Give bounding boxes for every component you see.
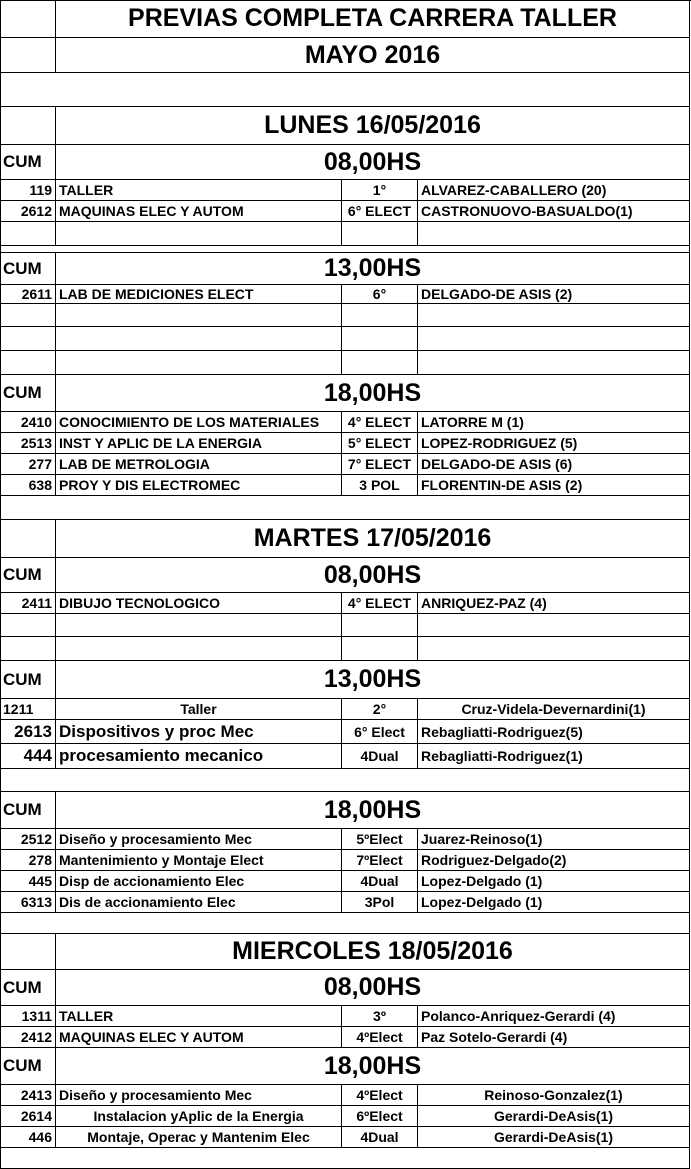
row-teachers: Reinoso-Gonzalez(1) <box>418 1085 690 1106</box>
row-teachers: Rebagliatti-Rodriguez(1) <box>418 744 690 769</box>
empty-cell <box>418 327 690 351</box>
row-year: 4° ELECT <box>342 593 418 614</box>
row-teachers: Rodriguez-Delgado(2) <box>418 850 690 871</box>
day-gutter <box>0 520 56 558</box>
empty-cell <box>56 327 342 351</box>
row-code: 2611 <box>0 285 56 304</box>
row-code: 2614 <box>0 1106 56 1127</box>
empty-cell <box>56 614 342 637</box>
row-subject: MAQUINAS ELEC Y AUTOM <box>56 1027 342 1048</box>
cum-label: CUM <box>0 253 56 285</box>
empty-cell <box>0 614 56 637</box>
row-year: 6° Elect <box>342 720 418 744</box>
row-year: 5° ELECT <box>342 433 418 454</box>
row-teachers: LATORRE M (1) <box>418 412 690 433</box>
row-subject: MAQUINAS ELEC Y AUTOM <box>56 201 342 222</box>
row-code: 278 <box>0 850 56 871</box>
cum-label: CUM <box>0 145 56 180</box>
empty-cell <box>0 222 56 246</box>
empty-cell <box>0 637 56 661</box>
row-subject: INST Y APLIC DE LA ENERGIA <box>56 433 342 454</box>
time-header: 13,00HS <box>56 661 690 699</box>
cum-label: CUM <box>0 375 56 412</box>
row-subject: Dispositivos y proc Mec <box>56 720 342 744</box>
empty-cell <box>342 637 418 661</box>
row-teachers: Polanco-Anriquez-Gerardi (4) <box>418 1006 690 1027</box>
row-code: 2413 <box>0 1085 56 1106</box>
row-year: 3Pol <box>342 892 418 913</box>
row-teachers: Juarez-Reinoso(1) <box>418 829 690 850</box>
row-teachers: Lopez-Delgado (1) <box>418 892 690 913</box>
row-subject: Mantenimiento y Montaje Elect <box>56 850 342 871</box>
empty-cell <box>342 327 418 351</box>
row-year: 2° <box>342 699 418 720</box>
cum-label: CUM <box>0 661 56 699</box>
empty-cell <box>0 351 56 375</box>
row-code: 2512 <box>0 829 56 850</box>
row-code: 277 <box>0 454 56 475</box>
empty-cell <box>342 222 418 246</box>
row-subject: CONOCIMIENTO DE LOS MATERIALES <box>56 412 342 433</box>
empty-cell <box>342 304 418 327</box>
day-header: LUNES 16/05/2016 <box>56 107 690 145</box>
row-code: 445 <box>0 871 56 892</box>
row-subject: Diseño y procesamiento Mec <box>56 829 342 850</box>
row-year: 4ºElect <box>342 1085 418 1106</box>
row-teachers: LOPEZ-RODRIGUEZ (5) <box>418 433 690 454</box>
row-year: 7ºElect <box>342 850 418 871</box>
row-subject: Instalacion yAplic de la Energia <box>56 1106 342 1127</box>
row-code: 119 <box>0 180 56 201</box>
time-header: 18,00HS <box>56 1048 690 1085</box>
time-header: 08,00HS <box>56 970 690 1006</box>
row-subject: Taller <box>56 699 342 720</box>
row-year: 6° <box>342 285 418 304</box>
row-teachers: Gerardi-DeAsis(1) <box>418 1106 690 1127</box>
row-code: 6313 <box>0 892 56 913</box>
row-code: 444 <box>0 744 56 769</box>
row-subject: LAB DE METROLOGIA <box>56 454 342 475</box>
time-header: 18,00HS <box>56 375 690 412</box>
empty-cell <box>56 222 342 246</box>
blank-row <box>0 769 690 792</box>
row-year: 7° ELECT <box>342 454 418 475</box>
row-subject: LAB DE MEDICIONES ELECT <box>56 285 342 304</box>
empty-cell <box>0 327 56 351</box>
row-code: 2513 <box>0 433 56 454</box>
blank-row <box>0 1148 690 1169</box>
time-header: 08,00HS <box>56 558 690 593</box>
row-year: 4ºElect <box>342 1027 418 1048</box>
row-teachers: DELGADO-DE ASIS (6) <box>418 454 690 475</box>
empty-cell <box>418 637 690 661</box>
row-subject: TALLER <box>56 180 342 201</box>
time-header: 13,00HS <box>56 253 690 285</box>
empty-cell <box>56 304 342 327</box>
row-subject: Disp de accionamiento Elec <box>56 871 342 892</box>
empty-cell <box>0 304 56 327</box>
row-code: 1311 <box>0 1006 56 1027</box>
row-subject: TALLER <box>56 1006 342 1027</box>
row-teachers: ALVAREZ-CABALLERO (20) <box>418 180 690 201</box>
row-teachers: Gerardi-DeAsis(1) <box>418 1127 690 1148</box>
page-title: PREVIAS COMPLETA CARRERA TALLER <box>56 0 690 38</box>
empty-cell <box>342 614 418 637</box>
row-code: 2613 <box>0 720 56 744</box>
day-header: MARTES 17/05/2016 <box>56 520 690 558</box>
empty-cell <box>342 351 418 375</box>
row-subject: procesamiento mecanico <box>56 744 342 769</box>
row-code: 1211 <box>0 699 56 720</box>
cum-label: CUM <box>0 792 56 829</box>
blank-row <box>0 913 690 934</box>
row-year: 4° ELECT <box>342 412 418 433</box>
time-header: 18,00HS <box>56 792 690 829</box>
row-teachers: ANRIQUEZ-PAZ (4) <box>418 593 690 614</box>
row-teachers: CASTRONUOVO-BASUALDO(1) <box>418 201 690 222</box>
row-code: 2412 <box>0 1027 56 1048</box>
row-year: 6° ELECT <box>342 201 418 222</box>
row-code: 2411 <box>0 593 56 614</box>
row-subject: Diseño y procesamiento Mec <box>56 1085 342 1106</box>
blank-row <box>0 496 690 520</box>
title-gutter <box>0 0 56 38</box>
row-year: 4Dual <box>342 871 418 892</box>
row-year: 3º <box>342 1006 418 1027</box>
row-year: 4Dual <box>342 744 418 769</box>
day-gutter <box>0 107 56 145</box>
row-subject: Montaje, Operac y Mantenim Elec <box>56 1127 342 1148</box>
row-year: 5ºElect <box>342 829 418 850</box>
day-header: MIERCOLES 18/05/2016 <box>56 934 690 970</box>
day-gutter <box>0 934 56 970</box>
title-gutter <box>0 38 56 73</box>
row-code: 2612 <box>0 201 56 222</box>
time-header: 08,00HS <box>56 145 690 180</box>
row-year: 1° <box>342 180 418 201</box>
row-subject: PROY Y DIS ELECTROMEC <box>56 475 342 496</box>
blank-row <box>0 73 690 107</box>
row-year: 4Dual <box>342 1127 418 1148</box>
cum-label: CUM <box>0 558 56 593</box>
cum-label: CUM <box>0 1048 56 1085</box>
row-subject: DIBUJO TECNOLOGICO <box>56 593 342 614</box>
cum-label: CUM <box>0 970 56 1006</box>
empty-cell <box>418 614 690 637</box>
empty-cell <box>56 351 342 375</box>
row-year: 6ºElect <box>342 1106 418 1127</box>
row-teachers: Paz Sotelo-Gerardi (4) <box>418 1027 690 1048</box>
empty-cell <box>418 351 690 375</box>
row-code: 446 <box>0 1127 56 1148</box>
page-subtitle: MAYO 2016 <box>56 38 690 73</box>
row-code: 2410 <box>0 412 56 433</box>
empty-cell <box>418 304 690 327</box>
row-teachers: Cruz-Videla-Devernardini(1) <box>418 699 690 720</box>
row-teachers: DELGADO-DE ASIS (2) <box>418 285 690 304</box>
row-teachers: Rebagliatti-Rodriguez(5) <box>418 720 690 744</box>
row-code: 638 <box>0 475 56 496</box>
row-year: 3 POL <box>342 475 418 496</box>
empty-cell <box>418 222 690 246</box>
spacer-row <box>0 246 690 253</box>
empty-cell <box>56 637 342 661</box>
row-teachers: FLORENTIN-DE ASIS (2) <box>418 475 690 496</box>
row-subject: Dis de accionamiento Elec <box>56 892 342 913</box>
row-teachers: Lopez-Delgado (1) <box>418 871 690 892</box>
